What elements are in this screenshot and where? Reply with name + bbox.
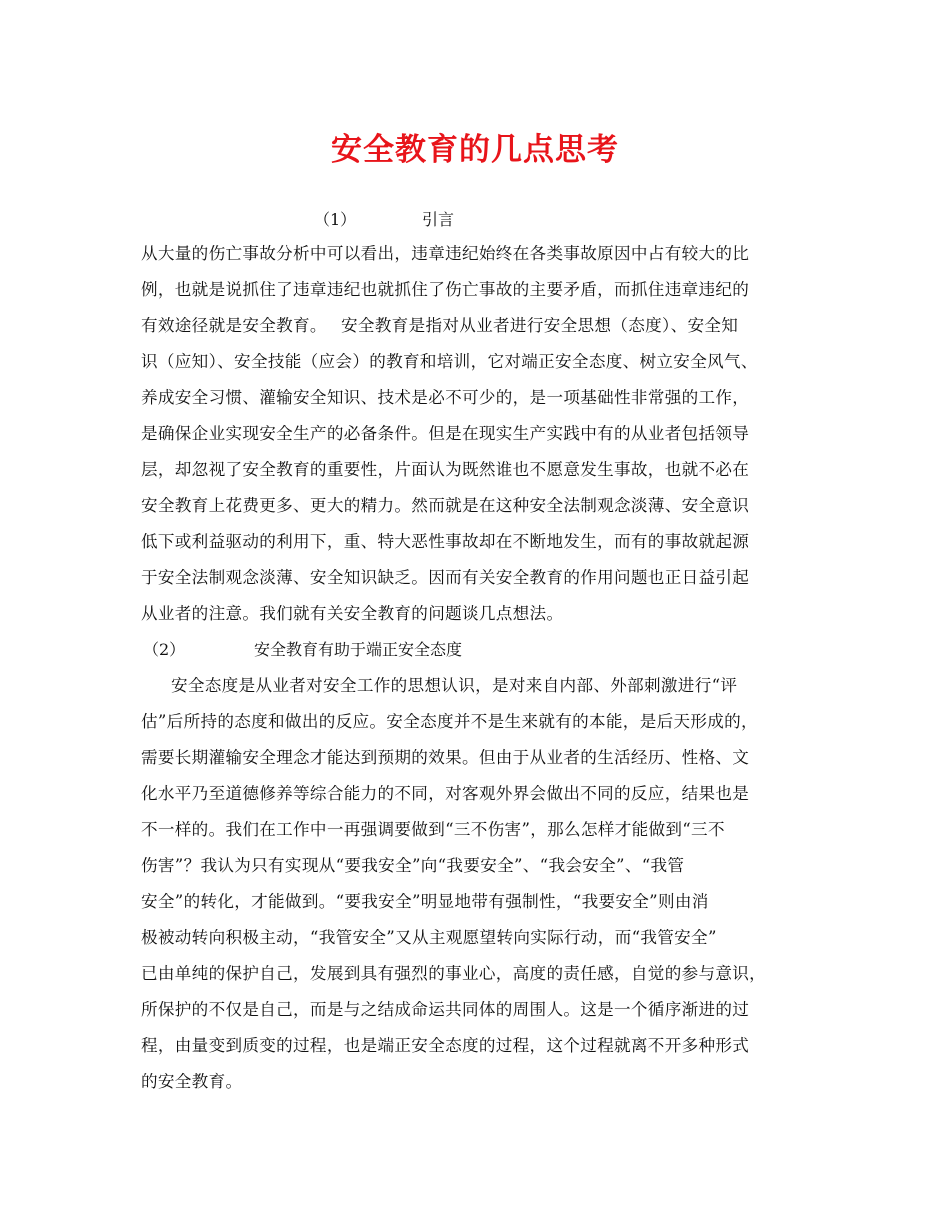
section-1-line-11: 从业者的注意。我们就有关安全教育的问题谈几点想法。 [141, 604, 564, 623]
section-2-line-11: 程，由量变到质变的过程，也是端正安全态度的过程，这个过程就离不开多种形式 [141, 1036, 750, 1055]
section-2-line-1: 安全态度是从业者对安全工作的思想认识，是对来自内部、外部刺激进行“评 [171, 676, 738, 695]
section-2-line-4: 化水平乃至道德修养等综合能力的不同，对客观外界会做出不同的反应，结果也是 [141, 784, 750, 803]
section-1-line-6: 是确保企业实现安全生产的必备条件。但是在现实生产实践中有的从业者包括领导 [141, 424, 750, 443]
section-1-line-9: 低下或利益驱动的利用下，重、特大恶性事故却在不断地发生，而有的事故就起源 [141, 532, 750, 551]
section-1-line-4: 识（应知）、安全技能（应会）的教育和培训，它对端正安全态度、树立安全风气、 [141, 352, 758, 371]
section-2-line-2: 估”后所持的态度和做出的反应。安全态度并不是生来就有的本能，是后天形成的， [141, 712, 758, 731]
section-2-line-12: 的安全教育。 [141, 1072, 243, 1091]
section-2-number: （2） [143, 640, 186, 659]
section-2-line-9: 已由单纯的保护自己，发展到具有强烈的事业心，高度的责任感，自觉的参与意识， [141, 964, 767, 983]
section-2-line-10: 所保护的不仅是自己，而是与之结成命运共同体的周围人。这是一个循序渐进的过 [141, 1000, 750, 1019]
section-2-line-8: 极被动转向积极主动，“我管安全”又从主观愿望转向实际行动，而“我管安全” [141, 928, 717, 947]
section-1-heading: 引言 [422, 210, 455, 229]
section-2-line-7: 安全”的转化，才能做到。“要我安全”明显地带有强制性，“我要安全”则由消 [141, 892, 709, 911]
section-2-line-6: 伤害”？我认为只有实现从“要我安全”向“我要安全”、“我会安全”、“我管 [141, 856, 685, 875]
section-1-line-7: 层，却忽视了安全教育的重要性，片面认为既然谁也不愿意发生事故，也就不必在 [141, 460, 750, 479]
section-1-line-1: 从大量的伤亡事故分析中可以看出，违章违纪始终在各类事故原因中占有较大的比 [141, 244, 750, 263]
section-2-heading: 安全教育有助于端正安全态度 [254, 640, 463, 659]
section-1-line-10: 于安全法制观念淡薄、安全知识缺乏。因而有关安全教育的作用问题也正日益引起 [141, 568, 750, 587]
section-1-line-3: 有效途径就是安全教育。 安全教育是指对从业者进行安全思想（态度）、安全知 [141, 316, 739, 335]
section-1-number: （1） [314, 210, 357, 229]
section-1-line-2: 例，也就是说抓住了违章违纪也就抓住了伤亡事故的主要矛盾，而抓住违章违纪的 [141, 280, 750, 299]
document-title: 安全教育的几点思考 [331, 132, 619, 168]
section-2-line-5: 不一样的。我们在工作中一再强调要做到“三不伤害”，那么怎样才能做到“三不 [141, 820, 725, 839]
section-2-line-3: 需要长期灌输安全理念才能达到预期的效果。但由于从业者的生活经历、性格、文 [141, 748, 750, 767]
section-1-line-8: 安全教育上花费更多、更大的精力。然而就是在这种安全法制观念淡薄、安全意识 [141, 496, 750, 515]
section-1-line-5: 养成安全习惯、灌输安全知识、技术是必不可少的，是一项基础性非常强的工作， [141, 388, 750, 407]
